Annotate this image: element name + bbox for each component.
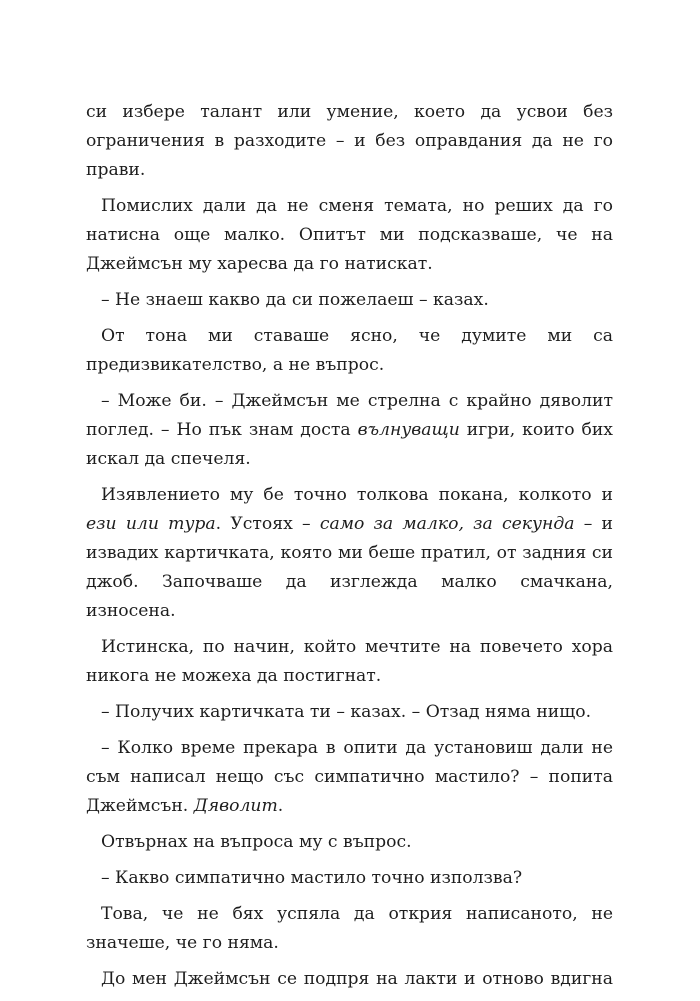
book-page [86, 98, 613, 1001]
paragraph-text: От тона ми ставаше ясно, че думите ми са предизвикателство, а не въпрос. [86, 326, 613, 375]
paragraph-text: – Не знаеш какво да си пожелаеш – казах. [101, 290, 489, 310]
paragraph-text: игри, които бих искал да спечеля. [86, 420, 614, 469]
paragraph-text: . [277, 796, 284, 816]
paragraph-text: Отвърнах на въпроса му с въпрос. [101, 832, 412, 852]
paragraph [86, 864, 613, 893]
paragraph-text: си избере талант или умение, което да усвои без ограничения в разходите – и без оправдания да не го прави. [86, 102, 613, 180]
paragraph-text: Помислих дали да не сменя темата, но реших да го натисна още малко. Опитът ми подсказваше, че на Джеймсън му харесва да го натискат. [86, 196, 613, 274]
paragraph [86, 734, 613, 821]
paragraph [86, 286, 613, 315]
paragraph-text: – Получих картичката ти – казах. – Отзад няма нищо. [101, 702, 592, 722]
paragraph-text: – и извадих картичката, която ми беше пратил, от задния си джоб. Започваше да изглежда малко смачкана, износена. [86, 514, 614, 621]
paragraph-text: – Може би. – Джеймсън ме стрелна с крайно дяволит поглед. – Но пък знам доста [86, 391, 613, 440]
paragraph [86, 965, 613, 994]
italic-text: ези или тура [86, 514, 216, 534]
paragraph-text: – Колко време прекара в опити да установиш дали не съм написал нещо със симпатично мастило? – попита Джеймсън. [86, 738, 613, 816]
paragraph [86, 828, 613, 857]
italic-text: само за малко, за секунда [319, 514, 575, 534]
italic-text: вълнуващи [357, 420, 460, 440]
italic-text: Дяволит [193, 796, 278, 816]
paragraph-text: Това, че не бях успяла да открия написаното, не значеше, че го няма. [86, 904, 613, 953]
paragraph [86, 481, 613, 626]
paragraph-text: – Какво симпатично мастило точно използва? [101, 868, 523, 888]
paragraph-text: До мен Джеймсън се подпря на лакти и отново вдигна [101, 969, 613, 989]
paragraph [86, 698, 613, 727]
paragraph-text: Истинска, по начин, който мечтите на повечето хора никога не можеха да постигнат. [86, 637, 613, 686]
paragraph-text: . Устоях – [215, 514, 320, 534]
paragraph-text: Изявлението му бе точно толкова покана, колкото и [101, 485, 613, 505]
paragraph [86, 98, 613, 185]
paragraph [86, 322, 613, 380]
paragraph [86, 192, 613, 279]
paragraph [86, 633, 613, 691]
paragraph [86, 900, 613, 958]
paragraph [86, 387, 613, 474]
